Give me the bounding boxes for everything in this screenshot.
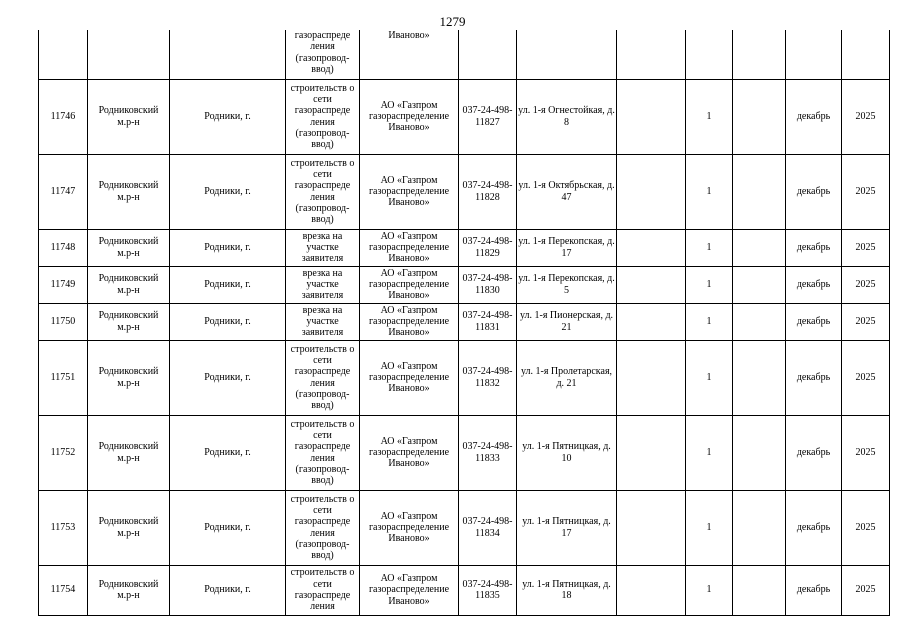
cell-quantity: 1 — [686, 303, 733, 340]
cell-col8 — [617, 303, 686, 340]
cell-code: 037-24-498-11832 — [459, 340, 517, 415]
cell-col8 — [617, 154, 686, 229]
cell-quantity: 1 — [686, 565, 733, 615]
page-number: 1279 — [439, 14, 466, 29]
cell-work-type: врезка на участке заявителя — [286, 266, 360, 303]
cell-district: Родниковский м.р-н — [88, 229, 170, 266]
cell-col10 — [733, 154, 786, 229]
cell-district: Родниковский м.р-н — [88, 79, 170, 154]
cell-code — [459, 30, 517, 79]
cell-col10 — [733, 229, 786, 266]
cell-month: декабрь — [786, 303, 842, 340]
cell-year: 2025 — [842, 303, 890, 340]
cell-organization: Иваново» — [360, 30, 459, 79]
cell-city: Родники, г. — [170, 415, 286, 490]
cell-address: ул. 1-я Октябрьская, д. 47 — [517, 154, 617, 229]
cell-district: Родниковский м.р-н — [88, 303, 170, 340]
cell-city — [170, 30, 286, 79]
cell-address — [517, 30, 617, 79]
cell-quantity: 1 — [686, 266, 733, 303]
table-row — [39, 340, 890, 415]
cell-address: ул. 1-я Пятницкая, д. 17 — [517, 490, 617, 565]
table-row — [39, 415, 890, 490]
cell-organization: АО «Газпром газораспределение Иваново» — [360, 154, 459, 229]
cell-code: 037-24-498-11830 — [459, 266, 517, 303]
table-row — [39, 303, 890, 340]
cell-col10 — [733, 30, 786, 79]
cell-quantity: 1 — [686, 229, 733, 266]
cell-code: 037-24-498-11831 — [459, 303, 517, 340]
cell-code: 037-24-498-11827 — [459, 79, 517, 154]
table-row-continued — [39, 30, 890, 79]
cell-organization: АО «Газпром газораспределение Иваново» — [360, 229, 459, 266]
cell-quantity: 1 — [686, 154, 733, 229]
cell-code: 037-24-498-11829 — [459, 229, 517, 266]
cell-num: 11753 — [39, 490, 88, 565]
table-row — [39, 266, 890, 303]
cell-code: 037-24-498-11833 — [459, 415, 517, 490]
cell-code: 037-24-498-11835 — [459, 565, 517, 615]
cell-col8 — [617, 79, 686, 154]
table-row — [39, 154, 890, 229]
cell-district: Родниковский м.р-н — [88, 415, 170, 490]
cell-month: декабрь — [786, 340, 842, 415]
cell-col10 — [733, 266, 786, 303]
cell-col8 — [617, 266, 686, 303]
cell-city: Родники, г. — [170, 79, 286, 154]
cell-organization: АО «Газпром газораспределение Иваново» — [360, 266, 459, 303]
cell-work-type: строительств о сети газораспреде ления (газопровод- ввод) — [286, 79, 360, 154]
cell-work-type: строительств о сети газораспреде ления (газопровод- ввод) — [286, 490, 360, 565]
cell-city: Родники, г. — [170, 229, 286, 266]
cell-month: декабрь — [786, 229, 842, 266]
cell-col8 — [617, 415, 686, 490]
cell-city: Родники, г. — [170, 266, 286, 303]
cell-num: 11746 — [39, 79, 88, 154]
cell-col8 — [617, 565, 686, 615]
cell-quantity: 1 — [686, 79, 733, 154]
cell-address: ул. 1-я Огнестойкая, д. 8 — [517, 79, 617, 154]
cell-address: ул. 1-я Перекопская, д. 5 — [517, 266, 617, 303]
cell-work-type: газораспреде ления (газопровод- ввод) — [286, 30, 360, 79]
cell-col10 — [733, 79, 786, 154]
cell-col8 — [617, 30, 686, 79]
cell-work-type: строительств о сети газораспреде ления (газопровод- ввод) — [286, 154, 360, 229]
cell-month: декабрь — [786, 415, 842, 490]
cell-num — [39, 30, 88, 79]
cell-city: Родники, г. — [170, 565, 286, 615]
cell-district: Родниковский м.р-н — [88, 154, 170, 229]
cell-year: 2025 — [842, 415, 890, 490]
cell-quantity: 1 — [686, 415, 733, 490]
cell-quantity: 1 — [686, 340, 733, 415]
table-row — [39, 229, 890, 266]
cell-year: 2025 — [842, 490, 890, 565]
cell-address: ул. 1-я Перекопская, д. 17 — [517, 229, 617, 266]
cell-num: 11752 — [39, 415, 88, 490]
cell-month: декабрь — [786, 79, 842, 154]
table-row — [39, 490, 890, 565]
cell-col10 — [733, 340, 786, 415]
cell-month: декабрь — [786, 266, 842, 303]
cell-year: 2025 — [842, 565, 890, 615]
cell-organization: АО «Газпром газораспределение Иваново» — [360, 490, 459, 565]
cell-city: Родники, г. — [170, 303, 286, 340]
cell-month: декабрь — [786, 565, 842, 615]
cell-num: 11754 — [39, 565, 88, 615]
cell-month: декабрь — [786, 490, 842, 565]
cell-organization: АО «Газпром газораспределение Иваново» — [360, 340, 459, 415]
cell-col10 — [733, 415, 786, 490]
cell-col8 — [617, 490, 686, 565]
table-row — [39, 79, 890, 154]
cell-num: 11748 — [39, 229, 88, 266]
cell-address: ул. 1-я Пионерская, д. 21 — [517, 303, 617, 340]
table-body — [39, 30, 890, 615]
cell-address: ул. 1-я Пролетарская, д. 21 — [517, 340, 617, 415]
cell-code: 037-24-498-11828 — [459, 154, 517, 229]
cell-month — [786, 30, 842, 79]
cell-num: 11749 — [39, 266, 88, 303]
cell-year — [842, 30, 890, 79]
cell-year: 2025 — [842, 266, 890, 303]
cell-organization: АО «Газпром газораспределение Иваново» — [360, 303, 459, 340]
cell-year: 2025 — [842, 79, 890, 154]
cell-col8 — [617, 229, 686, 266]
cell-month: декабрь — [786, 154, 842, 229]
cell-col10 — [733, 565, 786, 615]
cell-organization: АО «Газпром газораспределение Иваново» — [360, 565, 459, 615]
cell-year: 2025 — [842, 154, 890, 229]
cell-work-type: строительств о сети газораспреде ления — [286, 565, 360, 615]
cell-col10 — [733, 303, 786, 340]
cell-city: Родники, г. — [170, 154, 286, 229]
cell-work-type: строительств о сети газораспреде ления (газопровод- ввод) — [286, 340, 360, 415]
cell-work-type: врезка на участке заявителя — [286, 303, 360, 340]
table-row — [39, 565, 890, 615]
cell-num: 11750 — [39, 303, 88, 340]
cell-district: Родниковский м.р-н — [88, 565, 170, 615]
cell-address: ул. 1-я Пятницкая, д. 10 — [517, 415, 617, 490]
cell-year: 2025 — [842, 340, 890, 415]
cell-code: 037-24-498-11834 — [459, 490, 517, 565]
cell-col10 — [733, 490, 786, 565]
cell-district — [88, 30, 170, 79]
cell-work-type: строительств о сети газораспреде ления (газопровод- ввод) — [286, 415, 360, 490]
cell-num: 11751 — [39, 340, 88, 415]
cell-num: 11747 — [39, 154, 88, 229]
cell-work-type: врезка на участке заявителя — [286, 229, 360, 266]
cell-address: ул. 1-я Пятницкая, д. 18 — [517, 565, 617, 615]
cell-year: 2025 — [842, 229, 890, 266]
cell-col8 — [617, 340, 686, 415]
cell-quantity: 1 — [686, 490, 733, 565]
cell-quantity — [686, 30, 733, 79]
cell-city: Родники, г. — [170, 340, 286, 415]
cell-city: Родники, г. — [170, 490, 286, 565]
register-table — [38, 30, 890, 616]
cell-district: Родниковский м.р-н — [88, 266, 170, 303]
cell-organization: АО «Газпром газораспределение Иваново» — [360, 415, 459, 490]
cell-district: Родниковский м.р-н — [88, 340, 170, 415]
cell-organization: АО «Газпром газораспределение Иваново» — [360, 79, 459, 154]
cell-district: Родниковский м.р-н — [88, 490, 170, 565]
